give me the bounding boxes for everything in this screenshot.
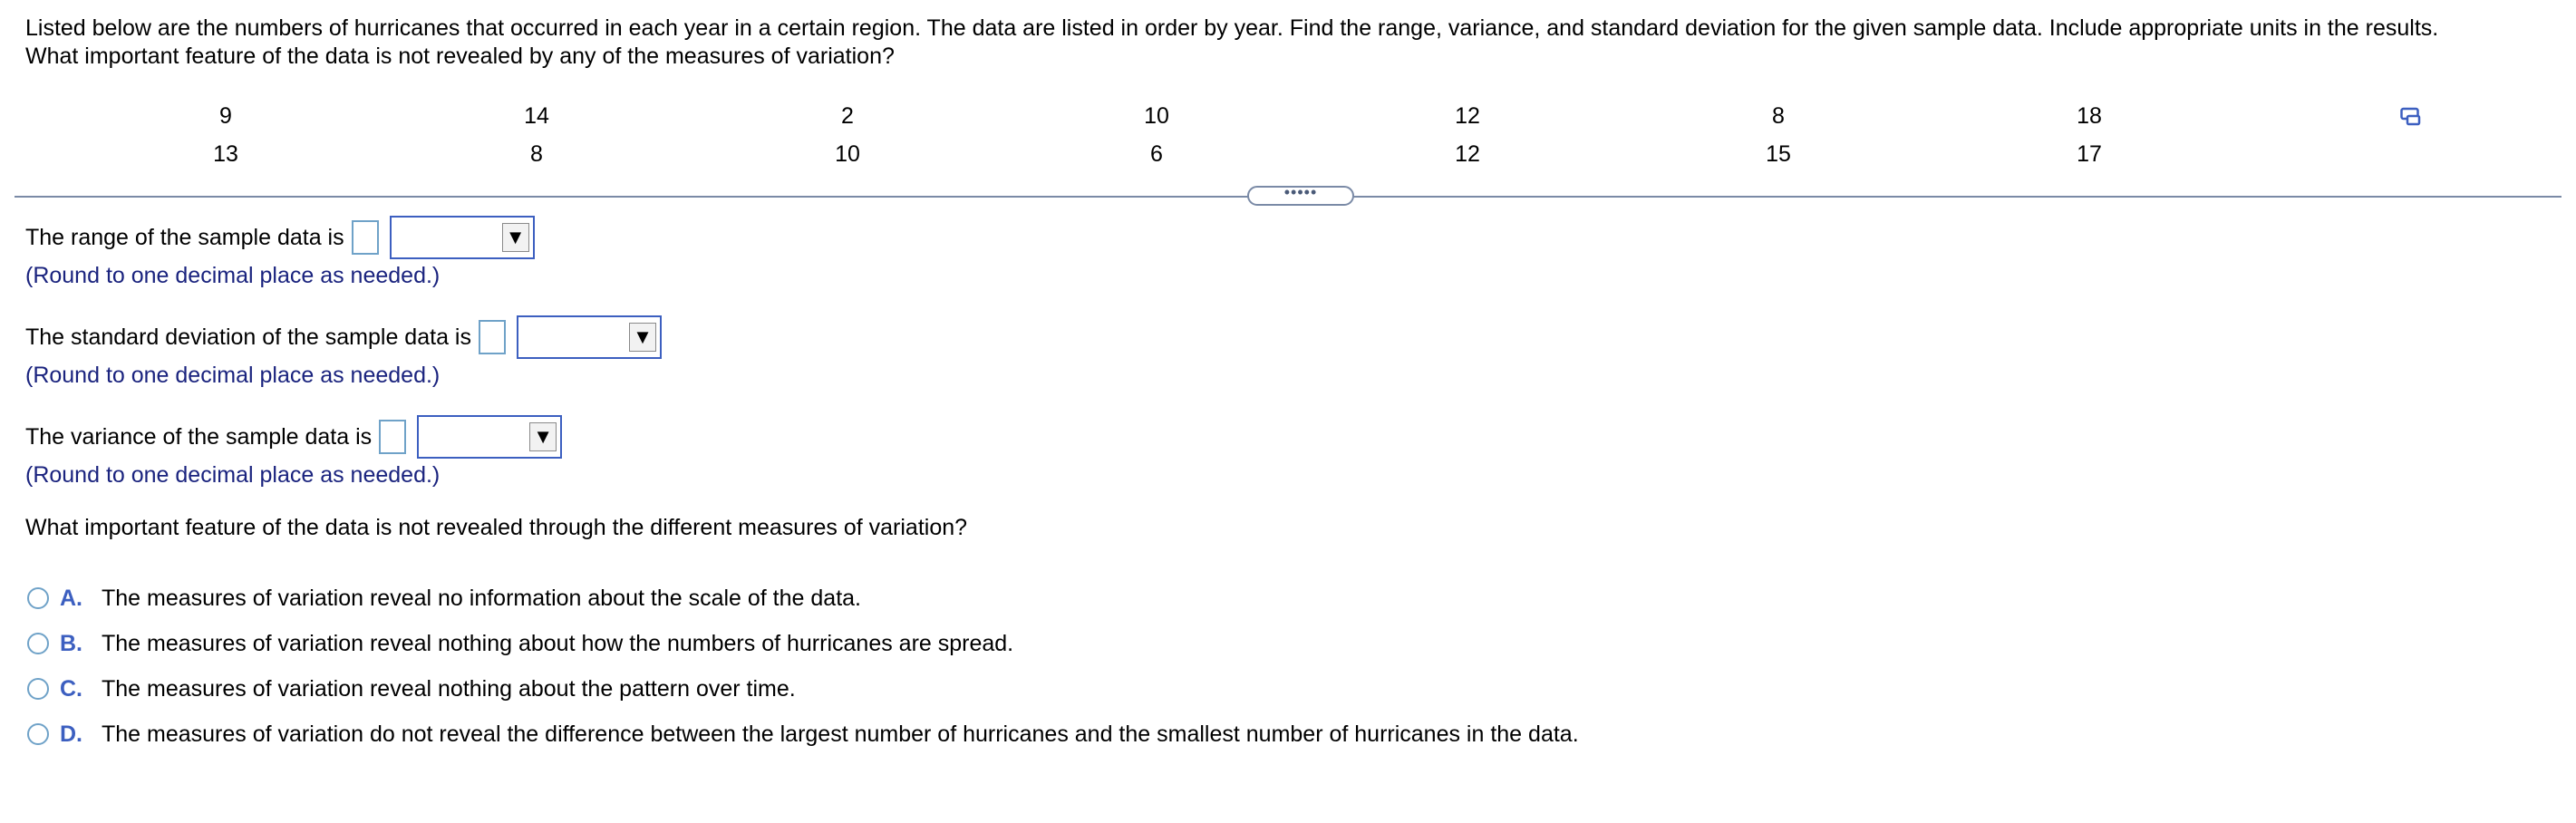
radio-button[interactable] [27, 678, 49, 700]
range-answer-row [25, 216, 535, 259]
data-cell: 13 [213, 141, 238, 167]
radio-button[interactable] [27, 587, 49, 609]
std-dev-round-hint: (Round to one decimal place as needed.) [25, 363, 441, 388]
option-b[interactable] [27, 625, 1013, 662]
data-cell: 10 [1144, 103, 1169, 129]
std-dev-label: The standard deviation of the sample data is [25, 324, 471, 350]
option-d[interactable] [27, 716, 1579, 752]
data-cell: 9 [219, 103, 232, 129]
data-cell: 12 [1455, 141, 1480, 167]
option-c[interactable] [27, 671, 796, 707]
range-unit-dropdown[interactable] [390, 216, 535, 259]
data-cell: 12 [1455, 103, 1480, 129]
data-cell: 2 [841, 103, 854, 129]
data-cell: 8 [530, 141, 543, 167]
data-cell: 15 [1766, 141, 1791, 167]
question-line-2: What important feature of the data is not revealed by any of the measures of variation? [25, 44, 895, 69]
range-round-hint: (Round to one decimal place as needed.) [25, 263, 441, 288]
question-line-1: Listed below are the numbers of hurricanes that occurred in each year in a certain region. The data are listed in order by year. Find the range, variance, and standard deviation for the given sample data. Include appropriate units in the results. [25, 15, 2439, 41]
data-cell: 17 [2077, 141, 2102, 167]
option-letter: C. [60, 675, 82, 702]
std-dev-input[interactable] [479, 320, 506, 354]
variance-answer-row [25, 415, 562, 459]
variance-unit-dropdown[interactable] [417, 415, 562, 459]
data-cell: 8 [1772, 103, 1785, 129]
question-text [25, 15, 2554, 71]
data-row-1 [0, 98, 2576, 134]
option-letter: B. [60, 630, 82, 656]
option-text: The measures of variation reveal nothing about the pattern over time. [102, 675, 796, 702]
std-dev-answer-row [25, 315, 662, 359]
copy-data-icon[interactable] [2400, 107, 2424, 127]
data-cell: 14 [524, 103, 549, 129]
data-row-2 [0, 136, 2576, 172]
option-letter: A. [60, 585, 82, 611]
data-cell: 10 [835, 141, 860, 167]
option-a[interactable] [27, 580, 861, 616]
radio-button[interactable] [27, 723, 49, 745]
dropdown-arrow-icon[interactable]: ▼ [529, 422, 557, 451]
option-text: The measures of variation do not reveal the difference between the largest number of hurricanes and the smallest number of hurricanes in the data. [102, 721, 1579, 747]
option-letter: D. [60, 721, 82, 747]
range-label: The range of the sample data is [25, 225, 344, 250]
radio-button[interactable] [27, 633, 49, 654]
hurricane-data-table [0, 98, 2576, 179]
option-text: The measures of variation reveal no information about the scale of the data. [102, 585, 861, 611]
followup-question: What important feature of the data is not revealed through the different measures of variation? [25, 515, 968, 540]
variance-label: The variance of the sample data is [25, 424, 373, 450]
std-dev-unit-dropdown[interactable] [517, 315, 662, 359]
dropdown-arrow-icon[interactable]: ▼ [629, 323, 656, 352]
option-text: The measures of variation reveal nothing about how the numbers of hurricanes are spread. [102, 630, 1014, 656]
data-cell: 18 [2077, 103, 2102, 129]
divider-drag-handle[interactable]: ••••• [1247, 186, 1354, 206]
range-input[interactable] [352, 220, 379, 255]
variance-input[interactable] [379, 420, 406, 454]
dropdown-arrow-icon[interactable]: ▼ [502, 223, 529, 252]
variance-round-hint: (Round to one decimal place as needed.) [25, 462, 441, 488]
data-cell: 6 [1150, 141, 1163, 167]
